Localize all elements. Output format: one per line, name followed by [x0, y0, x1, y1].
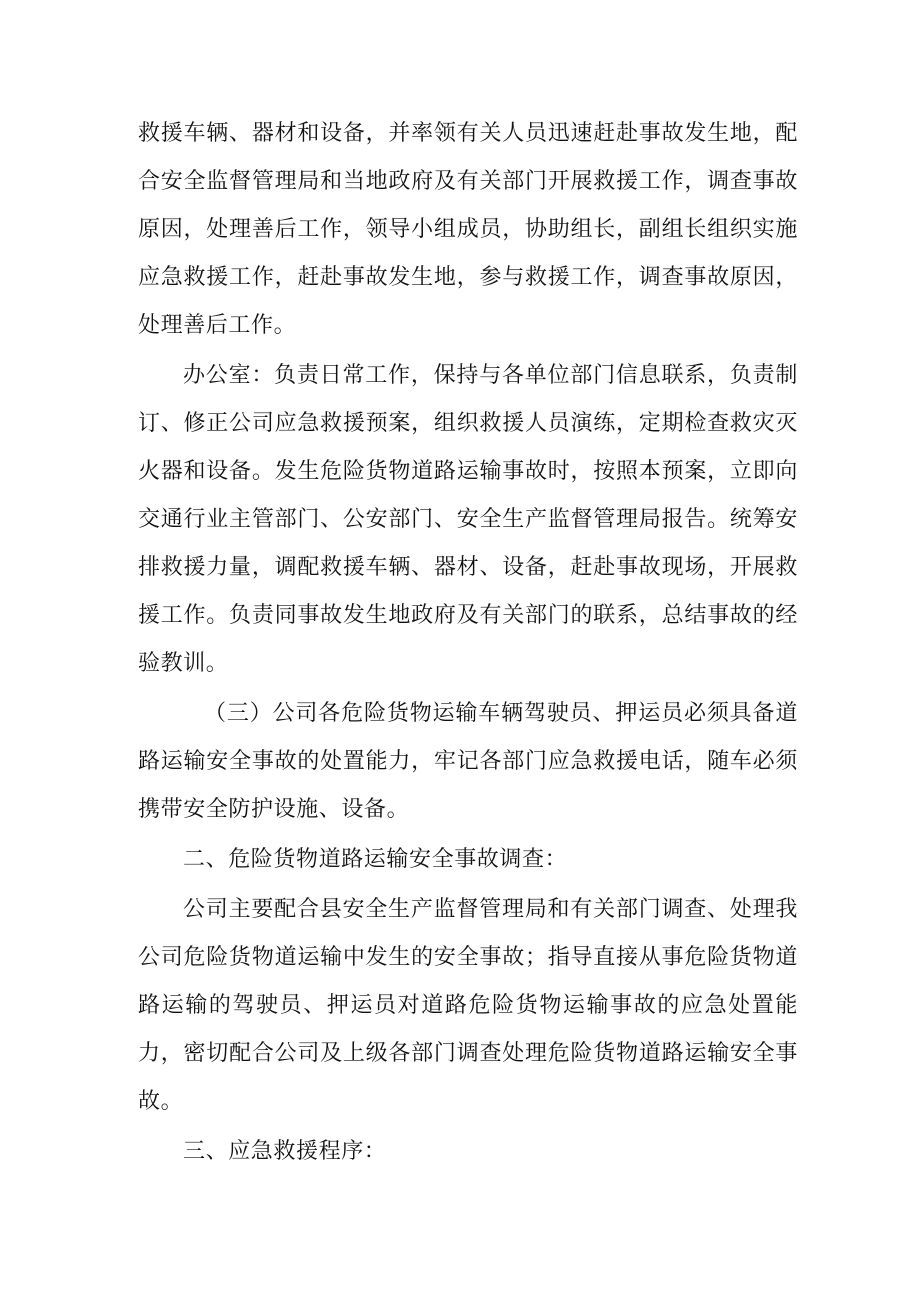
section-heading-accident-investigation: 二、危险货物道路运输安全事故调查： [183, 847, 568, 872]
paragraph-investigation-duties: 公司主要配合县安全生产监督管理局和有关部门调查、处理我公司危险货物道运输中发生的安全事故；指导直接从事危险货物道路运输的驾驶员、押运员对道路危险货物运输事故的应急处置能力，密切配合公司及上级各部门调查处理危险货物道路运输安全事故。 [138, 897, 798, 1114]
paragraph-office-duties: 办公室：负责日常工作，保持与各单位部门信息联系，负责制订、修正公司应急救援预案，组织救援人员演练，定期检查救灾灭火器和设备。发生危险货物道路运输事故时，按照本预案，立即向交通行业主管部门、公安部门、安全生产监督管理局报告。统筹安排救援力量，调配救援车辆、器材、设备，赶赴事故现场，开展救援工作。负责同事故发生地政府及有关部门的联系，总结事故的经验教训。 [138, 363, 798, 676]
paragraph-driver-requirements: （三）公司各危险货物运输车辆驾驶员、押运员必须具备道路运输安全事故的处置能力，牢记各部门应急救援电话，随车必须携带安全防护设施、设备。 [138, 701, 798, 822]
paragraph-rescue-duties: 救援车辆、器材和设备，并率领有关人员迅速赶赴事故发生地，配合安全监督管理局和当地政府及有关部门开展救援工作，调查事故原因，处理善后工作，领导小组成员，协助组长，副组长组织实施应急救援工作，赶赴事故发生地，参与救援工作，调查事故原因，处理善后工作。 [138, 121, 798, 338]
document-body [138, 110, 798, 1176]
section-heading-rescue-procedure: 三、应急救援程序： [183, 1139, 387, 1164]
